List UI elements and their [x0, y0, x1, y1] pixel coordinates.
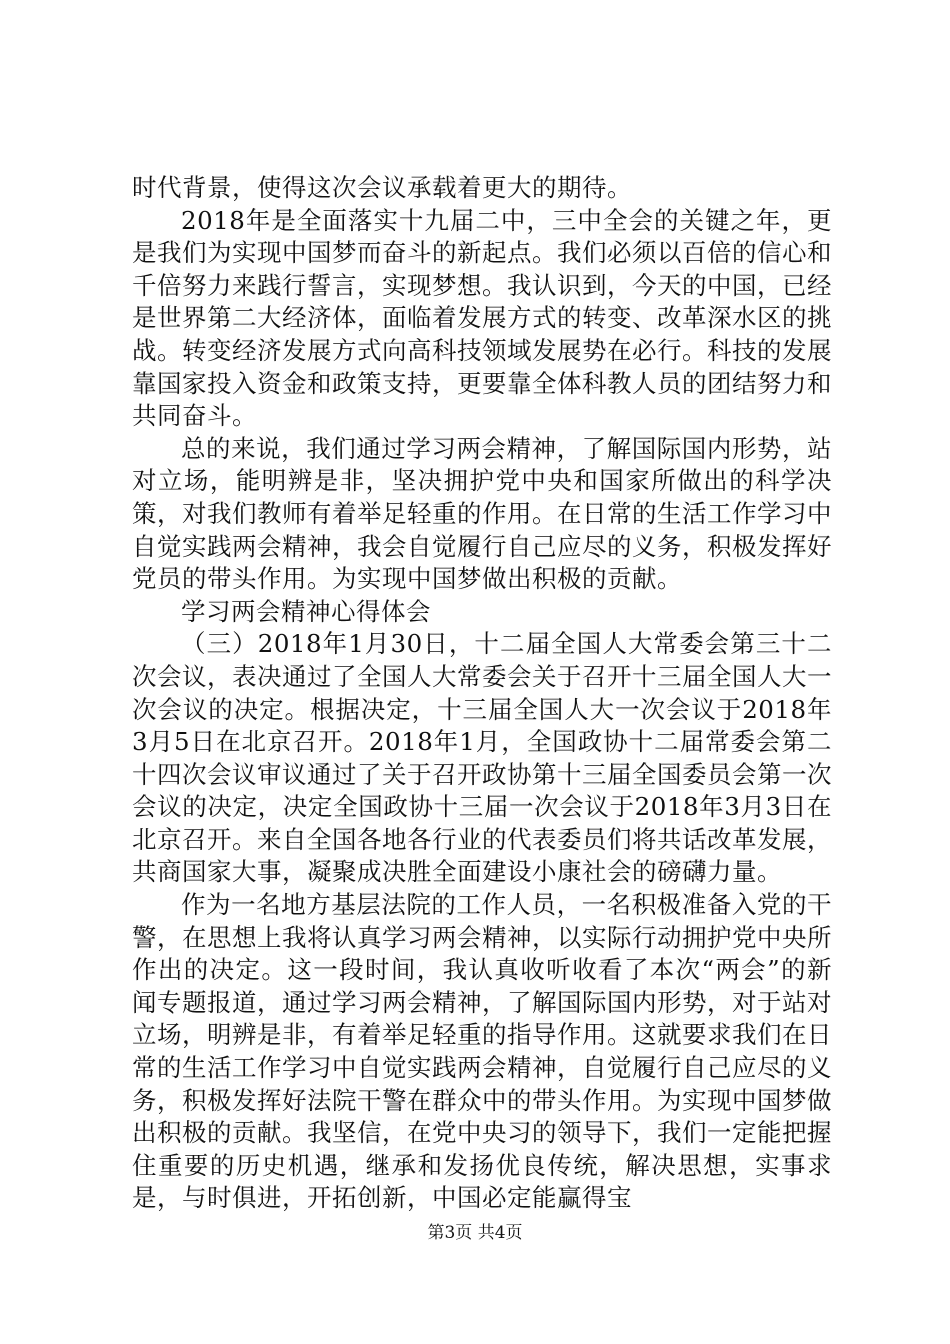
section-heading: 学习两会精神心得体会: [181, 596, 431, 626]
paragraph: 作为一名地方基层法院的工作人员，一名积极准备入党的干警，在思想上我将认真学习两会精神，以实际行动拥护党中央所作出的决定。这一段时间，我认真收听收看了本次“两会”的新闻专题报道，通过学习两会精神，了解国际国内形势，对于站对立场，明辨是非，有着举足轻重的指导作用。这就要求我们在日常的生活工作学习中自觉实践两会精神，自觉履行自己应尽的义务，积极发挥好法院干警在群众中的带头作用。为实现中国梦做出积极的贡献。我坚信，在党中央习的领导下，我们一定能把握住重要的历史机遇，继承和发扬优良传统，解决思想，实事求是，与时俱进，开拓创新，中国必定能赢得宝: [132, 890, 832, 1213]
paragraph: 时代背景，使得这次会议承载着更大的期待。: [132, 173, 632, 202]
paragraph: 2018年是全面落实十九届二中，三中全会的关键之年，更是我们为实现中国梦而奋斗的新起点。我们必须以百倍的信心和千倍努力来践行誓言，实现梦想。我认识到，今天的中国，已经是世界第二大经济体，面临着发展方式的转变、改革深水区的挑战。转变经济发展方式向高科技领域发展势在必行。科技的发展靠国家投入资金和政策支持，更要靠全体科教人员的团结努力和共同奋斗。: [132, 205, 832, 431]
document-body: [132, 172, 832, 1215]
paragraph: （三）2018年1月30日，十二届全国人大常委会第三十二次会议，表决通过了全国人大常委会关于召开十三届全国人大一次会议的决定。根据决定，十三届全国人大一次会议于2018年3月5日在北京召开。2018年1月，全国政协十二届常委会第二十四次会议审议通过了关于召开政协第十三届全国委员会第一次会议的决定，决定全国政协十三届一次会议于2018年3月3日在北京召开。来自全国各地各行业的代表委员们将共话改革发展，共商国家大事，凝聚成决胜全面建设小康社会的磅礴力量。: [132, 629, 832, 887]
page-number-footer: 第3页 共4页: [427, 1223, 523, 1243]
paragraph: 总的来说，我们通过学习两会精神，了解国际国内形势，站对立场，能明辨是非，坚决拥护党中央和国家所做出的科学决策，对我们教师有着举足轻重的作用。在日常的生活工作学习中自觉实践两会精神，我会自觉履行自己应尽的义务，积极发挥好党员的带头作用。为实现中国梦做出积极的贡献。: [132, 433, 832, 594]
